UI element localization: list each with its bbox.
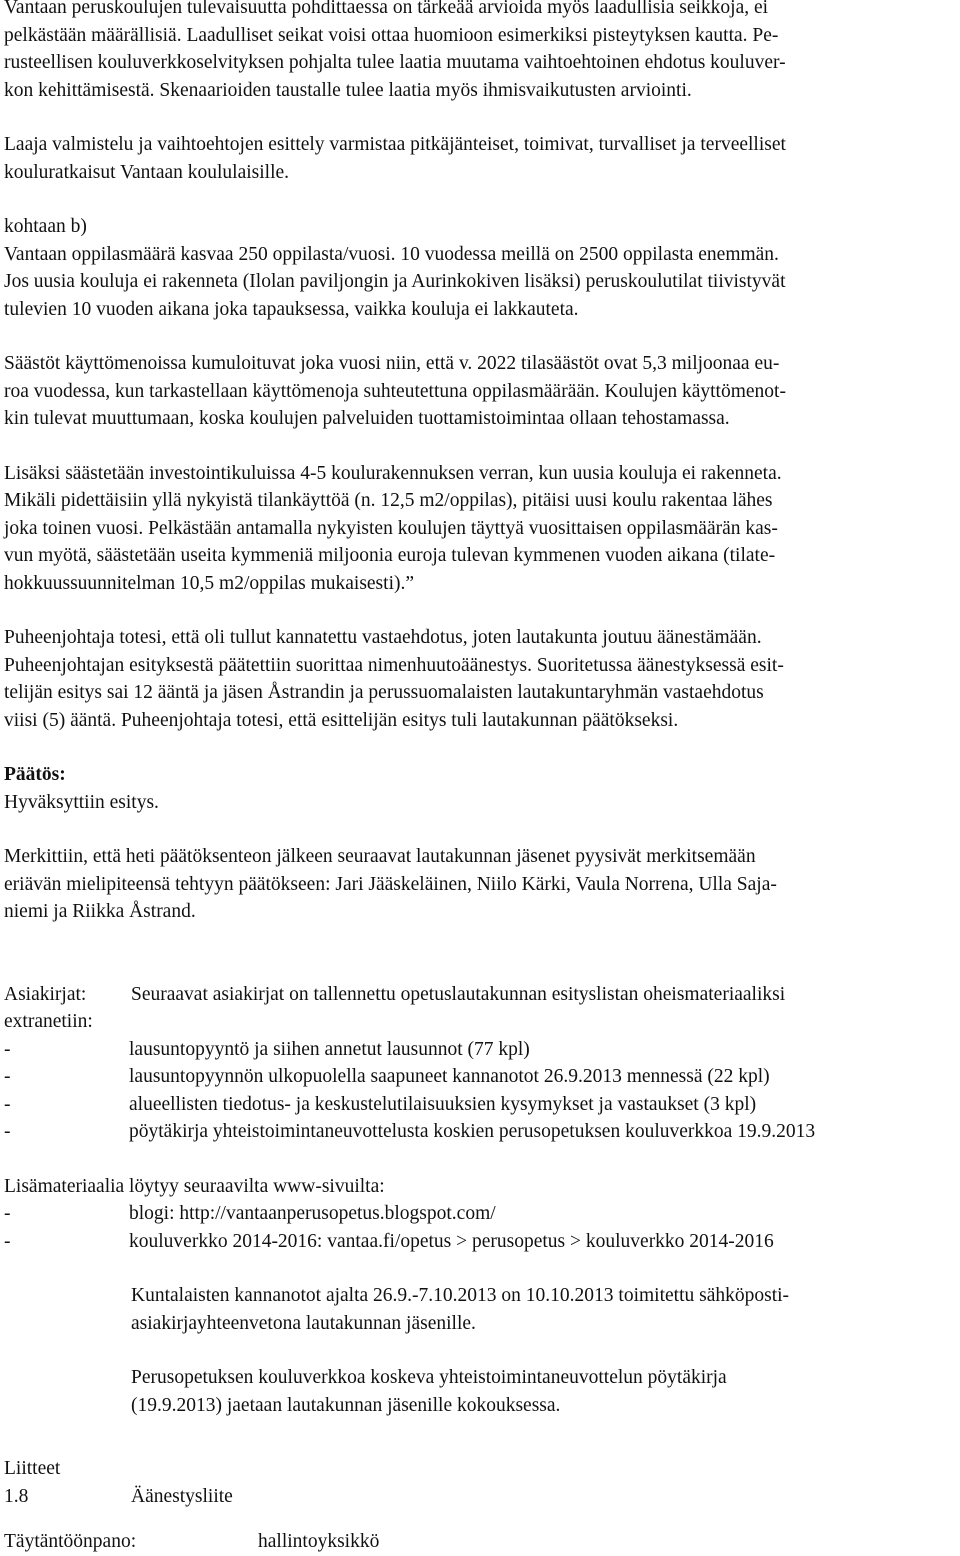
list-bullet: - (4, 1203, 11, 1224)
documents-section (4, 981, 956, 1146)
text-line: roa vuodessa, kun tarkastellaan käyttömenoja suhteutettuna oppilasmäärään. Koulujen käyttömenot- (4, 380, 786, 402)
list-item (4, 1228, 956, 1256)
list-item (4, 1091, 956, 1119)
text-line: (19.9.2013) jaetaan lautakunnan jäsenille kokouksessa. (131, 1394, 561, 1416)
text-line: Lisäksi säästetään investointikuluissa 4-5 koulurakennuksen verran, kun uusia kouluja ei rakenneta. (4, 462, 782, 484)
text-line: kin tulevat muuttumaan, koska koulujen palveluiden tuottamistoimintaa ollaan tehostamassa. (4, 408, 730, 429)
paragraph-dissent (4, 843, 956, 926)
text-line: Vantaan peruskoulujen tulevaisuutta pohdittaessa on tärkeää arvioida myös laadullisia seikkoja, ei (4, 0, 769, 18)
text-line: Mikäli pidettäisiin yllä nykyistä tilankäyttöä (n. 12,5 m2/oppilas), pitäisi uusi koulu rakentaa lähes (4, 490, 773, 511)
attachment-name[interactable]: Äänestysliite (131, 1485, 233, 1507)
attachments-heading: Liitteet (4, 1458, 61, 1479)
list-bullet: - (4, 1230, 11, 1252)
text-line: hokkuussuunnitelman 10,5 m2/oppilas mukaisesti).” (4, 572, 415, 594)
text-line: pelkästään määrällisiä. Laadulliset seikat voisi ottaa huomioon esimerkiksi pisteytyksen kautta. Pe- (4, 24, 779, 46)
documents-intro-row (4, 981, 956, 1009)
blog-link[interactable]: blogi: http://vantaanperusopetus.blogspot.com/ (129, 1203, 496, 1224)
documents-intro-continued: extranetiin: (4, 1011, 93, 1032)
text-line: asiakirjayhteenvetona lautakunnan jäsenille. (131, 1312, 476, 1334)
list-bullet: - (4, 1093, 11, 1115)
text-line: joka toinen vuosi. Pelkästään antamalla nykyisten koulujen täyttyä vuosittaisen oppilasmäärän kas- (4, 517, 778, 539)
paragraph-vote (4, 624, 956, 734)
text-line: vun myötä, säästetään useita kymmeniä miljoonia euroja tulevan kymmenen vuoden aikana (tilate- (4, 545, 776, 566)
text-line: Merkittiin, että heti päätöksenteon jälkeen seuraavat lautakunnan jäsenet pyysivät merkitsemään (4, 846, 756, 867)
documents-intro: Seuraavat asiakirjat on tallennettu opetuslautakunnan esityslistan oheismateriaaliksi (131, 983, 786, 1005)
paragraph-savings-operating (4, 350, 956, 433)
list-item (4, 1063, 956, 1091)
list-item (4, 1036, 956, 1064)
execution-label: Täytäntöönpano: (4, 1531, 137, 1552)
list-bullet: - (4, 1121, 11, 1142)
paragraph-savings-investment (4, 460, 956, 598)
text-line: kouluratkaisut Vantaan koululaisille. (4, 161, 290, 183)
note-cooperation-minutes (4, 1364, 956, 1419)
document-page (4, 0, 956, 1556)
decision-heading: Päätös: (4, 764, 66, 785)
list-item (4, 1118, 956, 1146)
documents-label: Asiakirjat: (4, 983, 87, 1005)
text-line: Laaja valmistelu ja vaihtoehtojen esittely varmistaa pitkäjänteiset, toimivat, turvalliset ja terveelliset (4, 134, 786, 155)
list-item-text: lausuntopyynnön ulkopuolella saapuneet kannanotot 26.9.2013 mennessä (22 kpl) (129, 1066, 770, 1087)
list-bullet: - (4, 1038, 11, 1060)
text-line: telijän esitys sai 12 ääntä ja jäsen Åstrandin ja perussuomalaisten lautakuntaryhmän vastaehdotus (4, 682, 764, 703)
attachments-section (4, 1455, 956, 1510)
text-line: eriävän mielipiteensä tehtyyn päätökseen: Jari Jääskeläinen, Niilo Kärki, Vaula Norrena, Ulla Saja- (4, 873, 777, 895)
school-network-link[interactable]: kouluverkko 2014-2016: vantaa.fi/opetus > perusopetus > kouluverkko 2014-2016 (129, 1230, 774, 1252)
attachment-row (4, 1483, 956, 1511)
paragraph-point-b (4, 213, 956, 323)
decision-text: Hyväksyttiin esitys. (4, 791, 159, 813)
list-item-text: pöytäkirja yhteistoimintaneuvottelusta koskien perusopetuksen kouluverkkoa 19.9.2013 (129, 1121, 816, 1142)
text-line: Puheenjohtaja totesi, että oli tullut kannatettu vastaehdotus, joten lautakunta joutuu äänestämään. (4, 627, 762, 648)
text-line: kohtaan b) (4, 216, 87, 237)
text-line: Jos uusia kouluja ei rakenneta (Ilolan paviljongin ja Aurinkokiven lisäksi) peruskoulutilat tiivistyvät (4, 271, 786, 292)
text-line: rusteellisen kouluverkkoselvityksen pohjalta tulee laatia muutama vaihtoehtoinen ehdotus kouluver- (4, 52, 786, 73)
text-line: niemi ja Riikka Åstrand. (4, 901, 196, 922)
attachment-number: 1.8 (4, 1485, 29, 1507)
text-line: Vantaan oppilasmäärä kasvaa 250 oppilasta/vuosi. 10 vuodessa meillä on 2500 oppilasta enemmän. (4, 243, 779, 265)
list-bullet: - (4, 1066, 11, 1087)
list-item-text: lausuntopyyntö ja siihen annetut lausunnot (77 kpl) (129, 1038, 530, 1060)
execution-row (4, 1528, 956, 1556)
more-material-heading: Lisämateriaalia löytyy seuraavilta www-sivuilta: (4, 1175, 385, 1197)
text-line: tulevien 10 vuoden aikana joka tapauksessa, vaikka kouluja ei lakkauteta. (4, 298, 579, 320)
paragraph-preparation (4, 131, 956, 186)
decision-section (4, 761, 956, 816)
more-material-section (4, 1173, 956, 1256)
text-line: Kuntalaisten kannanotot ajalta 26.9.-7.10.2013 on 10.10.2013 toimitettu sähköposti- (131, 1285, 790, 1306)
text-line: Perusopetuksen kouluverkkoa koskeva yhteistoimintaneuvottelun pöytäkirja (131, 1367, 727, 1388)
list-item (4, 1200, 956, 1228)
text-line: viisi (5) ääntä. Puheenjohtaja totesi, että esittelijän esitys tuli lautakunnan päätökseksi. (4, 709, 679, 731)
execution-value: hallintoyksikkö (258, 1531, 380, 1552)
note-citizen-statements (4, 1282, 956, 1337)
text-line: Säästöt käyttömenoissa kumuloituvat joka vuosi niin, että v. 2022 tilasäästöt ovat 5,3 miljoonaa eu- (4, 353, 780, 374)
list-item-text: alueellisten tiedotus- ja keskustelutilaisuuksien kysymykset ja vastaukset (3 kpl) (129, 1093, 757, 1115)
paragraph-qualitative (4, 0, 956, 104)
text-line: kon kehittämisestä. Skenaarioiden taustalle tulee laatia myös ihmisvaikutusten arviointi. (4, 79, 692, 101)
text-line: Puheenjohtajan esityksestä päätettiin suorittaa nimenhuutoäänestys. Suoritetussa äänestyksessä esit- (4, 654, 784, 676)
